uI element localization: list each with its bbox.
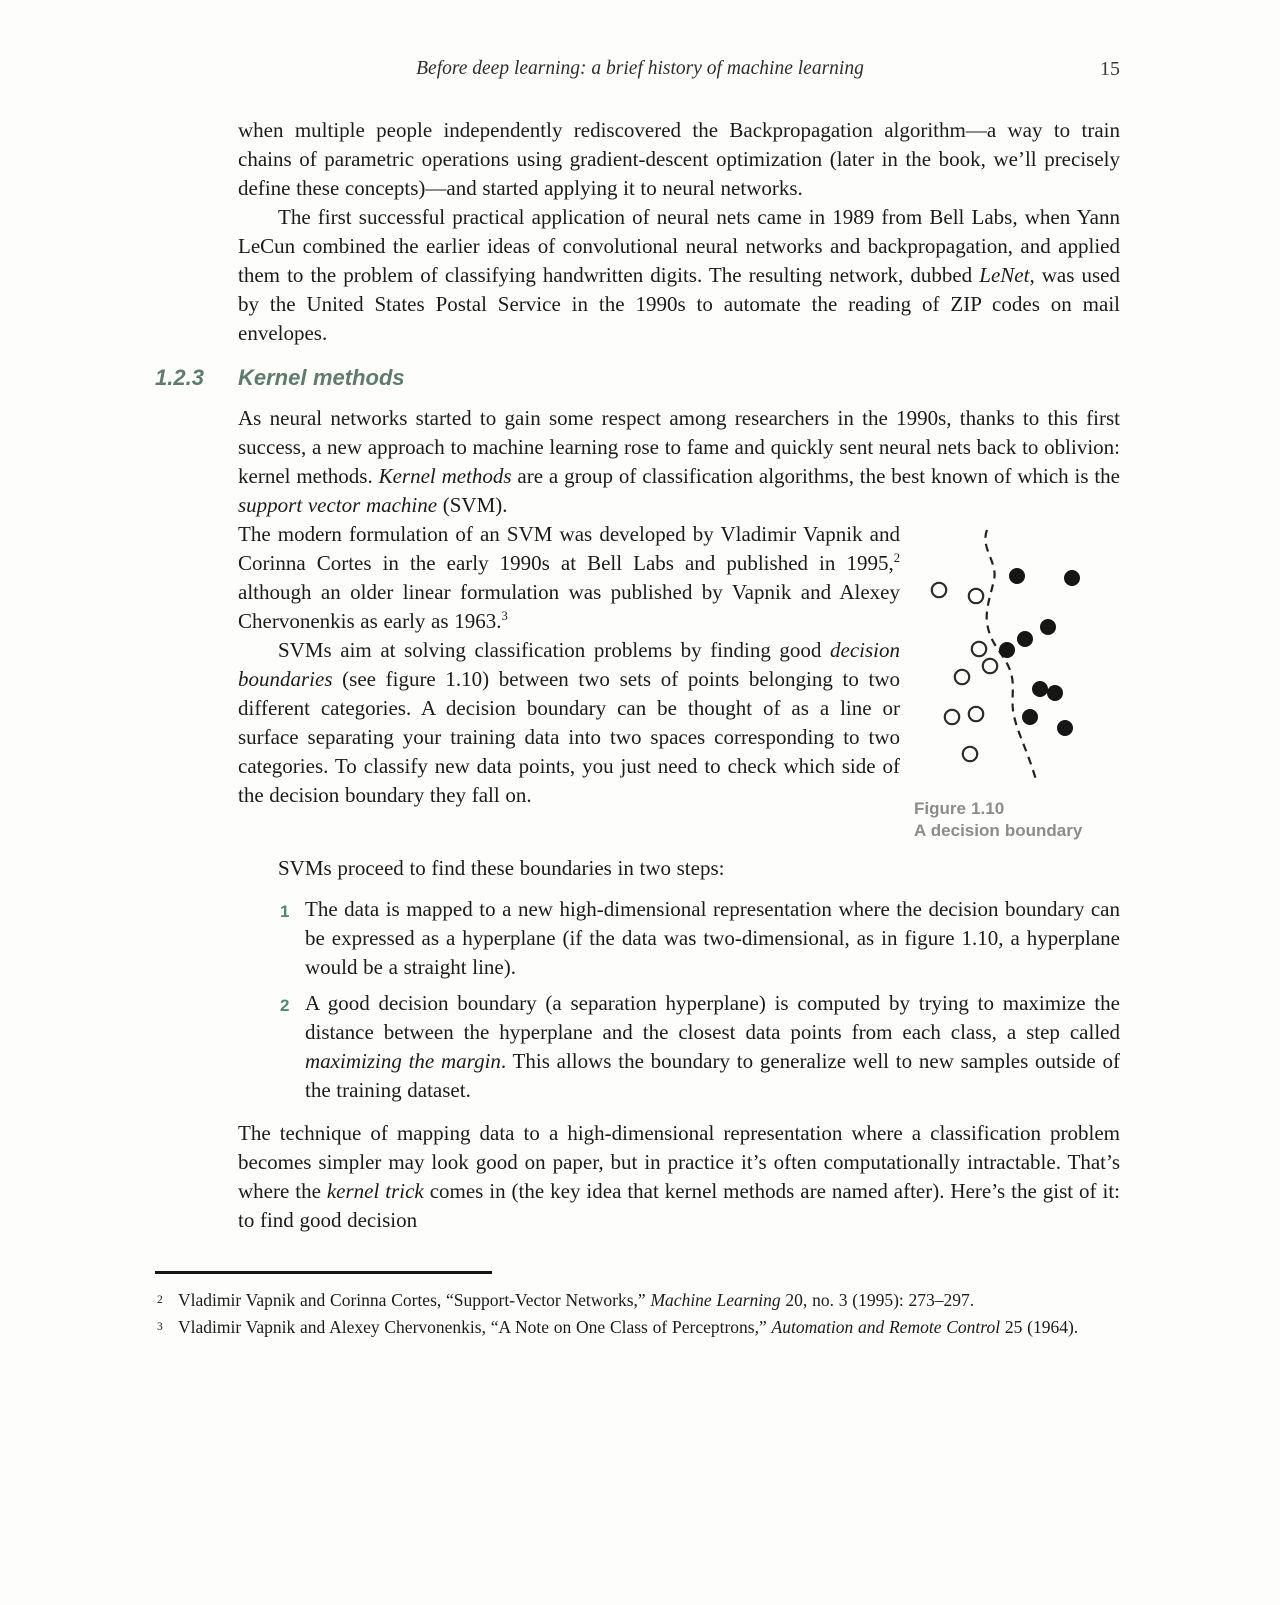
figure-caption-text: A decision boundary <box>914 821 1083 840</box>
page-number: 15 <box>1100 58 1120 80</box>
paragraph-backprop: when multiple people independently rediscovered the Backpropagation algorithm—a way to train chains of parametric operations using gradient-descent optimization (later in the book, we’ll precisely define these concepts)—and started applying it to neural networks. <box>238 118 1120 200</box>
paragraph-kernel-trick: The technique of mapping data to a high-dimensional representation where a classification problem becomes simpler may look good on paper, but in practice it’s often computationally intractable. That’s where the kernel trick comes in (the key idea that kernel methods are named after). Here’s the gist of it: to find good decision <box>238 1121 1120 1232</box>
figure-1-10 <box>914 522 1120 842</box>
paragraph-two-steps: SVMs proceed to find these boundaries in two steps: <box>278 856 725 880</box>
list-item-number: 1 <box>280 902 290 921</box>
paragraph-lenet: The first successful practical application of neural nets came in 1989 from Bell Labs, when Yann LeCun combined the earlier ideas of convolutional neural networks and backpropagation, and applied them to the problem of classifying handwritten digits. The resulting network, dubbed LeNet, was used by the United States Postal Service in the 1990s to automate the reading of ZIP codes on mail envelopes. <box>238 205 1120 345</box>
footnote-text: Vladimir Vapnik and Corinna Cortes, “Support-Vector Networks,” Machine Learning 20, no. 3 (1995): 273–297. <box>178 1290 975 1310</box>
section-heading <box>155 365 1120 391</box>
paragraph-decision-boundaries: SVMs aim at solving classification problems by finding good decision boundaries (see figure 1.10) between two sets of points belonging to two different categories. A decision boundary can be thought of as a line or surface separating your training data into two spaces corresponding to two categories. To classify new data points, you just need to check which side of the decision boundary they fall on. <box>238 638 900 807</box>
footnote-number: 2 <box>157 1294 163 1306</box>
list-item-number: 2 <box>280 996 290 1015</box>
figure-caption <box>914 798 1120 842</box>
footnote-divider <box>155 1271 492 1274</box>
footnote-number: 3 <box>157 1321 163 1333</box>
figure-caption-title: Figure 1.10 <box>914 799 1005 818</box>
list-item <box>238 989 1120 1105</box>
text-column <box>155 116 1120 1342</box>
decision-boundary-scatter <box>914 522 1114 784</box>
running-header <box>0 58 1280 88</box>
footnote <box>155 1288 1120 1313</box>
paragraph-svm-history: The modern formulation of an SVM was developed by Vladimir Vapnik and Corinna Cortes in the early 1990s at Bell Labs and published in 1995,$^2$ although an older linear formulation was published by Vapnik and Alexey Chervonenkis as early as 1963.$^3$ <box>238 522 900 633</box>
paragraph-kernel-intro: As neural networks started to gain some respect among researchers in the 1990s, thanks to this first success, a new approach to machine learning rose to fame and quickly sent neural nets back to oblivion: kernel methods. Kernel methods are a group of classification algorithms, the best known of which is the support vector machine (SVM). <box>238 406 1120 517</box>
footnote <box>155 1315 1120 1340</box>
footnote-text: Vladimir Vapnik and Alexey Chervonenkis, “A Note on One Class of Perceptrons,” Automation and Remote Control 25 (1964). <box>178 1317 1079 1337</box>
section-number: 1.2.3 <box>155 365 204 390</box>
list-item-text: A good decision boundary (a separation hyperplane) is computed by trying to maximize the distance between the hyperplane and the closest data points from each class, a step called maximizing the margin. This allows the boundary to generalize well to new samples outside of the training dataset. <box>305 991 1120 1102</box>
list-item <box>238 895 1120 982</box>
running-header-title: Before deep learning: a brief history of machine learning <box>416 58 864 79</box>
section-title: Kernel methods <box>238 365 405 390</box>
list-item-text: The data is mapped to a new high-dimensional representation where the decision boundary can be expressed as a hyperplane (if the data was two-dimensional, as in figure 1.10, a hyperplane would be a straight line). <box>305 897 1120 979</box>
footnotes <box>155 1288 1120 1340</box>
numbered-list <box>238 895 1120 1105</box>
figure-wrap-region <box>238 520 1120 854</box>
